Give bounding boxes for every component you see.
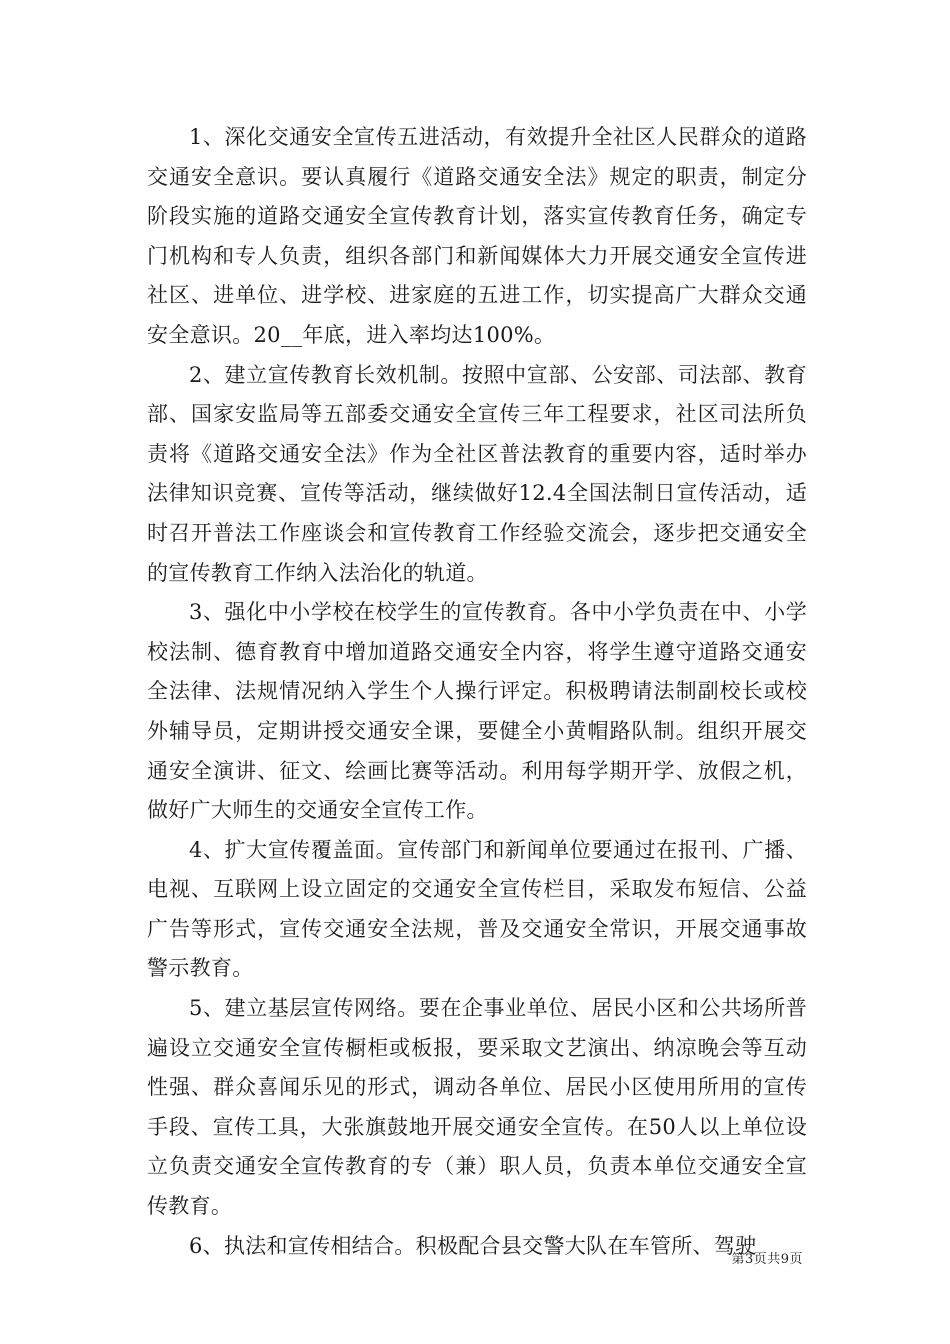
paragraph-2: 2、建立宣传教育长效机制。按照中宣部、公安部、司法部、教育部、国家安监局等五部委交通安全宣传三年工程要求，社区司法所负责将《道路交通安全法》作为全社区普法教育的重要内容，适时举办法律知识竞赛、宣传等活动，继续做好12.4全国法制日宣传活动，适时召开普法工作座谈会和宣传教育工作经验交流会，逐步把交通安全的宣传教育工作纳入法治化的轨道。 [147,362,807,585]
document-body [147,118,807,1266]
paragraph-3: 3、强化中小学校在校学生的宣传教育。各中小学负责在中、小学校法制、德育教育中增加道路交通安全内容，将学生遵守道路交通安全法律、法规情况纳入学生个人操行评定。积极聘请法制副校长或校外辅导员，定期讲授交通安全课，要健全小黄帽路队制。组织开展交通安全演讲、征文、绘画比赛等活动。利用每学期开学、放假之机，做好广大师生的交通安全宣传工作。 [147,600,807,823]
paragraph-6: 6、执法和宣传相结合。积极配合县交警大队在车管所、驾驶 [189,1233,757,1258]
paragraph-5: 5、建立基层宣传网络。要在企事业单位、居民小区和公共场所普遍设立交通安全宣传橱柜或板报，要采取文艺演出、纳凉晚会等互动性强、群众喜闻乐见的形式，调动各单位、居民小区使用所用的宣传手段、宣传工具，大张旗鼓地开展交通安全宣传。在50人以上单位设立负责交通安全宣传教育的专（兼）职人员，负责本单位交通安全宣传教育。 [147,996,807,1219]
paragraph-4: 4、扩大宣传覆盖面。宣传部门和新闻单位要通过在报刊、广播、电视、互联网上设立固定的交通安全宣传栏目，采取发布短信、公益广告等形式，宣传交通安全法规，普及交通安全常识，开展交通事故警示教育。 [147,837,807,981]
page-number: 第3页共9页 [731,1252,803,1267]
paragraph-1: 1、深化交通安全宣传五进活动，有效提升全社区人民群众的道路交通安全意识。要认真履行《道路交通安全法》规定的职责，制定分阶段实施的道路交通安全宣传教育计划，落实宣传教育任务，确定专门机构和专人负责，组织各部门和新闻媒体大力开展交通安全宣传进社区、进单位、进学校、进家庭的五进工作，切实提高广大群众交通安全意识。20__年底，进入率均达100%。 [147,125,807,347]
